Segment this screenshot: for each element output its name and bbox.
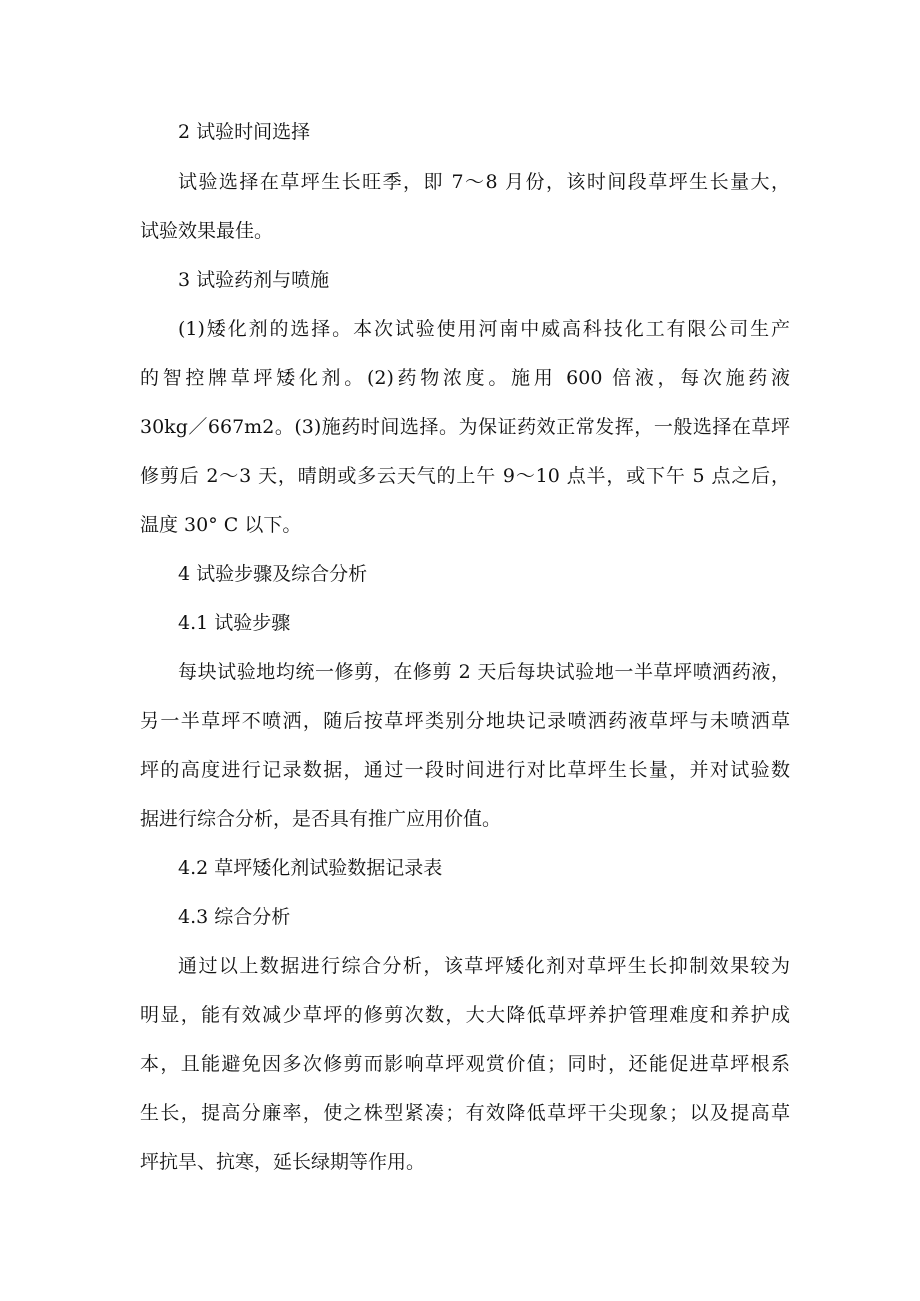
section-heading: 2 试验时间选择	[178, 121, 311, 143]
paragraph-line: 据进行综合分析，是否具有推广应用价值。	[140, 808, 502, 830]
subsection-heading: 4.2 草坪矮化剂试验数据记录表	[178, 857, 443, 879]
paragraph-line: 明显，能有效减少草坪的修剪次数，大大降低草坪养护管理难度和养护成	[140, 1004, 790, 1026]
paragraph-line: 试验选择在草坪生长旺季，即 7～8 月份，该时间段草坪生长量大，	[178, 171, 790, 193]
paragraph-line: 的智控牌草坪矮化剂。(2)药物浓度。施用 600 倍液，每次施药液	[140, 367, 790, 389]
section-heading: 3 试验药剂与喷施	[178, 269, 330, 291]
paragraph-line: 另一半草坪不喷洒，随后按草坪类别分地块记录喷洒药液草坪与未喷洒草	[140, 710, 790, 732]
paragraph-line: 通过以上数据进行综合分析，该草坪矮化剂对草坪生长抑制效果较为	[178, 955, 790, 977]
subsection-heading: 4.1 试验步骤	[178, 612, 291, 634]
paragraph-line: 本，且能避免因多次修剪而影响草坪观赏价值；同时，还能促进草坪根系	[140, 1053, 790, 1075]
subsection-heading: 4.3 综合分析	[178, 906, 291, 928]
paragraph-line: 坪抗旱、抗寒，延长绿期等作用。	[140, 1151, 426, 1173]
paragraph-line: (1)矮化剂的选择。本次试验使用河南中威高科技化工有限公司生产	[178, 318, 790, 340]
paragraph-line: 30kg／667m2。(3)施药时间选择。为保证药效正常发挥，一般选择在草坪	[140, 416, 790, 438]
paragraph-line: 试验效果最佳。	[140, 220, 274, 242]
paragraph-line: 修剪后 2～3 天，晴朗或多云天气的上午 9～10 点半，或下午 5 点之后，	[140, 465, 790, 487]
paragraph-line: 每块试验地均统一修剪，在修剪 2 天后每块试验地一半草坪喷洒药液，	[178, 661, 790, 683]
section-heading: 4 试验步骤及综合分析	[178, 563, 368, 585]
paragraph-line: 坪的高度进行记录数据，通过一段时间进行对比草坪生长量，并对试验数	[140, 759, 790, 781]
paragraph-line: 温度 30° C 以下。	[140, 514, 302, 536]
paragraph-line: 生长，提高分廉率，使之株型紧凑；有效降低草坪干尖现象；以及提高草	[140, 1102, 790, 1124]
